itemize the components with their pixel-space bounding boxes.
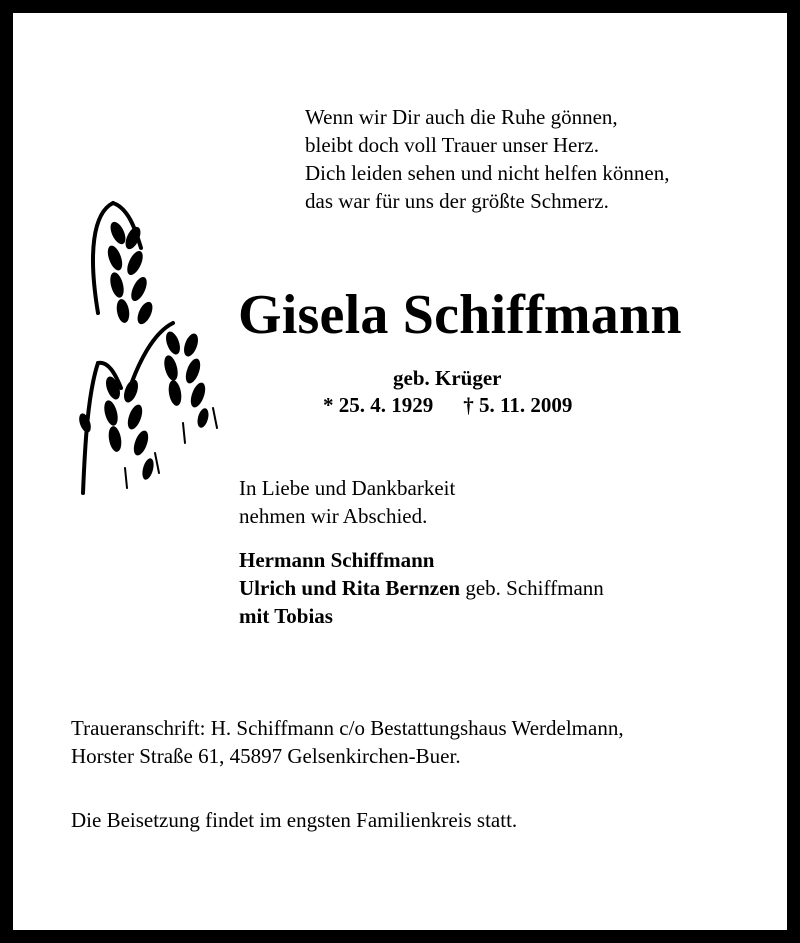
mourner-maiden: geb. Schiffmann [460,576,604,600]
poem-line: bleibt doch voll Trauer unser Herz. [305,133,599,157]
mourner [239,574,604,602]
mourner: Hermann Schiffmann [239,548,435,572]
mourners-list [239,546,604,630]
deceased-name: Gisela Schiffmann [238,284,682,346]
birth-date: * 25. 4. 1929 [323,393,434,417]
wheat-ears-icon [73,193,223,508]
poem-line: das war für uns der größte Schmerz. [305,189,609,213]
address-line: Traueranschrift: H. Schiffmann c/o Bestattungshaus Werdelmann, [71,716,624,740]
mourning-address [71,714,624,770]
poem [305,103,669,215]
funeral-note: Die Beisetzung findet im engsten Familienkreis statt. [71,808,518,832]
poem-line: Wenn wir Dir auch die Ruhe gönnen, [305,105,618,129]
farewell-line: nehmen wir Abschied. [239,504,428,528]
life-dates [323,393,572,418]
death-date: † 5. 11. 2009 [463,393,573,417]
address-line: Horster Straße 61, 45897 Gelsenkirchen-Buer. [71,744,461,768]
mourner: mit Tobias [239,604,333,628]
farewell-line: In Liebe und Dankbarkeit [239,476,456,500]
poem-line: Dich leiden sehen und nicht helfen können, [305,161,670,185]
mourner-names: Ulrich und Rita Bernzen [239,576,461,600]
maiden-name: geb. Krüger [393,366,502,390]
farewell-text [239,474,455,530]
